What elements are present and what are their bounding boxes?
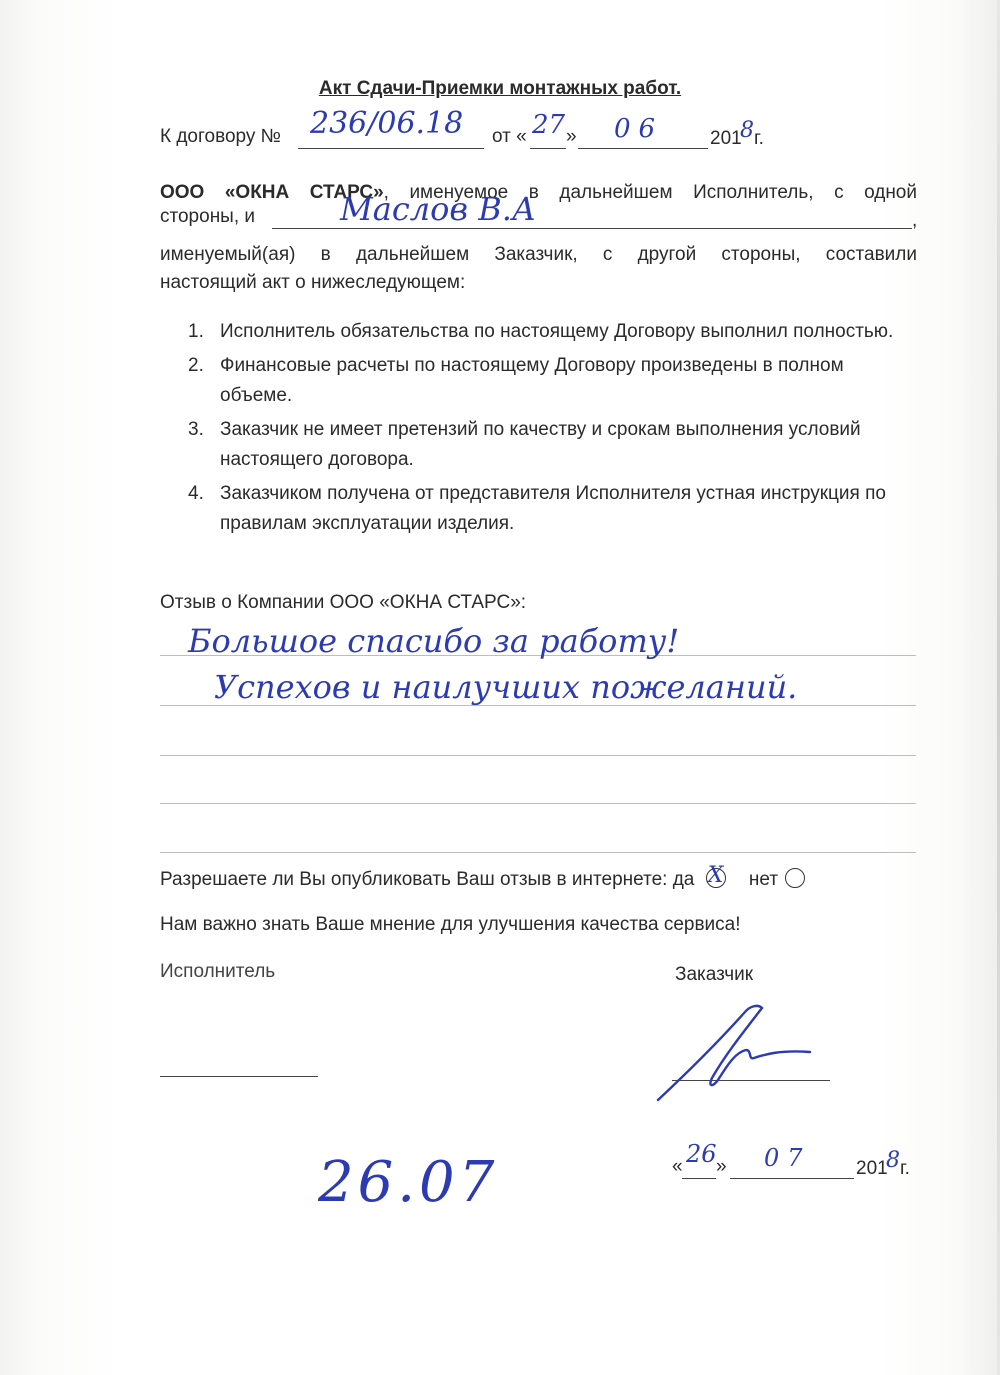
intro-line-2-end: , xyxy=(912,210,918,231)
list-item-number: 4. xyxy=(188,483,204,504)
intro-line-3: именуемый(ая) в дальнейшем Заказчик, с другой стороны, составили xyxy=(160,244,917,265)
list-item xyxy=(188,479,918,539)
intro-line-1-rest: , именуемое в дальнейшем Исполнитель, с одной xyxy=(383,182,917,203)
list-item xyxy=(188,351,918,411)
bottom-date-day-line xyxy=(682,1178,716,1179)
list-item-text: Заказчик не имеет претензий по качеству и срокам выполнения условий настоящего договора. xyxy=(220,419,861,470)
check-mark-icon: X xyxy=(707,863,724,888)
review-line-3 xyxy=(160,755,916,756)
publish-question xyxy=(160,863,805,891)
bottom-date-year-digit: 8 xyxy=(886,1148,900,1173)
contract-day-line xyxy=(530,148,566,149)
list-item-text: Исполнитель обязательства по настоящему Договору выполнил полностью. xyxy=(220,321,894,342)
contract-number-line xyxy=(298,148,484,149)
company-name: ООО «ОКНА СТАРС» xyxy=(160,182,384,203)
handwritten-date-note: 26.07 xyxy=(318,1150,499,1215)
customer-name-line xyxy=(272,228,912,229)
publish-yes-checkbox[interactable] xyxy=(706,863,726,888)
bottom-date-month-line xyxy=(730,1178,854,1179)
closing-text: Нам важно знать Ваше мнение для улучшения качества сервиса! xyxy=(160,914,741,935)
list-item-number: 1. xyxy=(188,321,204,342)
review-handwritten-2: Успехов и наилучших пожеланий. xyxy=(214,668,798,706)
contract-prefix: К договору № xyxy=(160,126,282,147)
terms-list xyxy=(188,317,918,543)
bottom-date-year-suffix: г. xyxy=(900,1158,910,1179)
intro-line-2-start: стороны, и xyxy=(160,206,256,227)
bottom-date-year-prefix: 201 xyxy=(856,1158,888,1179)
list-item-text: Финансовые расчеты по настоящему Договору произведены в полном объеме. xyxy=(220,355,844,406)
contract-year-suffix: г. xyxy=(754,128,764,149)
contract-quote-close: » xyxy=(566,126,577,147)
contract-number: 236/06.18 xyxy=(310,106,464,141)
list-item-number: 2. xyxy=(188,355,204,376)
bottom-date-month: 07 xyxy=(764,1144,811,1172)
executor-signature-line xyxy=(160,1076,318,1077)
contract-year-prefix: 201 xyxy=(710,128,742,149)
contract-month-line xyxy=(578,148,708,149)
review-handwritten-1: Большое спасибо за работу! xyxy=(188,622,680,660)
contract-year-digit: 8 xyxy=(740,118,754,143)
customer-signature xyxy=(650,1000,830,1110)
contract-from-label: от « xyxy=(492,126,527,147)
customer-name: Маслов В.А xyxy=(340,190,537,228)
intro-line-4: настоящий акт о нижеследующем: xyxy=(160,272,466,293)
intro-line-1 xyxy=(160,178,917,208)
contract-day: 27 xyxy=(532,110,566,140)
publish-no-label: нет xyxy=(748,869,779,890)
publish-question-text: Разрешаете ли Вы опубликовать Ваш отзыв в интернете: да xyxy=(160,869,695,890)
customer-label: Заказчик xyxy=(675,964,754,985)
bottom-date-day: 26 xyxy=(686,1140,717,1168)
list-item xyxy=(188,317,918,347)
review-label: Отзыв о Компании ООО «ОКНА СТАРС»: xyxy=(160,592,527,613)
contract-month: 06 xyxy=(614,114,664,144)
review-line-5 xyxy=(160,852,916,853)
executor-label: Исполнитель xyxy=(160,961,276,982)
list-item-number: 3. xyxy=(188,419,204,440)
publish-no-checkbox[interactable] xyxy=(785,868,805,888)
document-title: Акт Сдачи-Приемки монтажных работ. xyxy=(318,78,682,99)
review-line-4 xyxy=(160,803,916,804)
bottom-date-close: » xyxy=(716,1156,727,1177)
list-item-text: Заказчиком получена от представителя Исполнителя устная инструкция по правилам эксплуатации изделия. xyxy=(220,483,886,534)
list-item xyxy=(188,415,918,475)
bottom-date-open: « xyxy=(672,1156,683,1177)
